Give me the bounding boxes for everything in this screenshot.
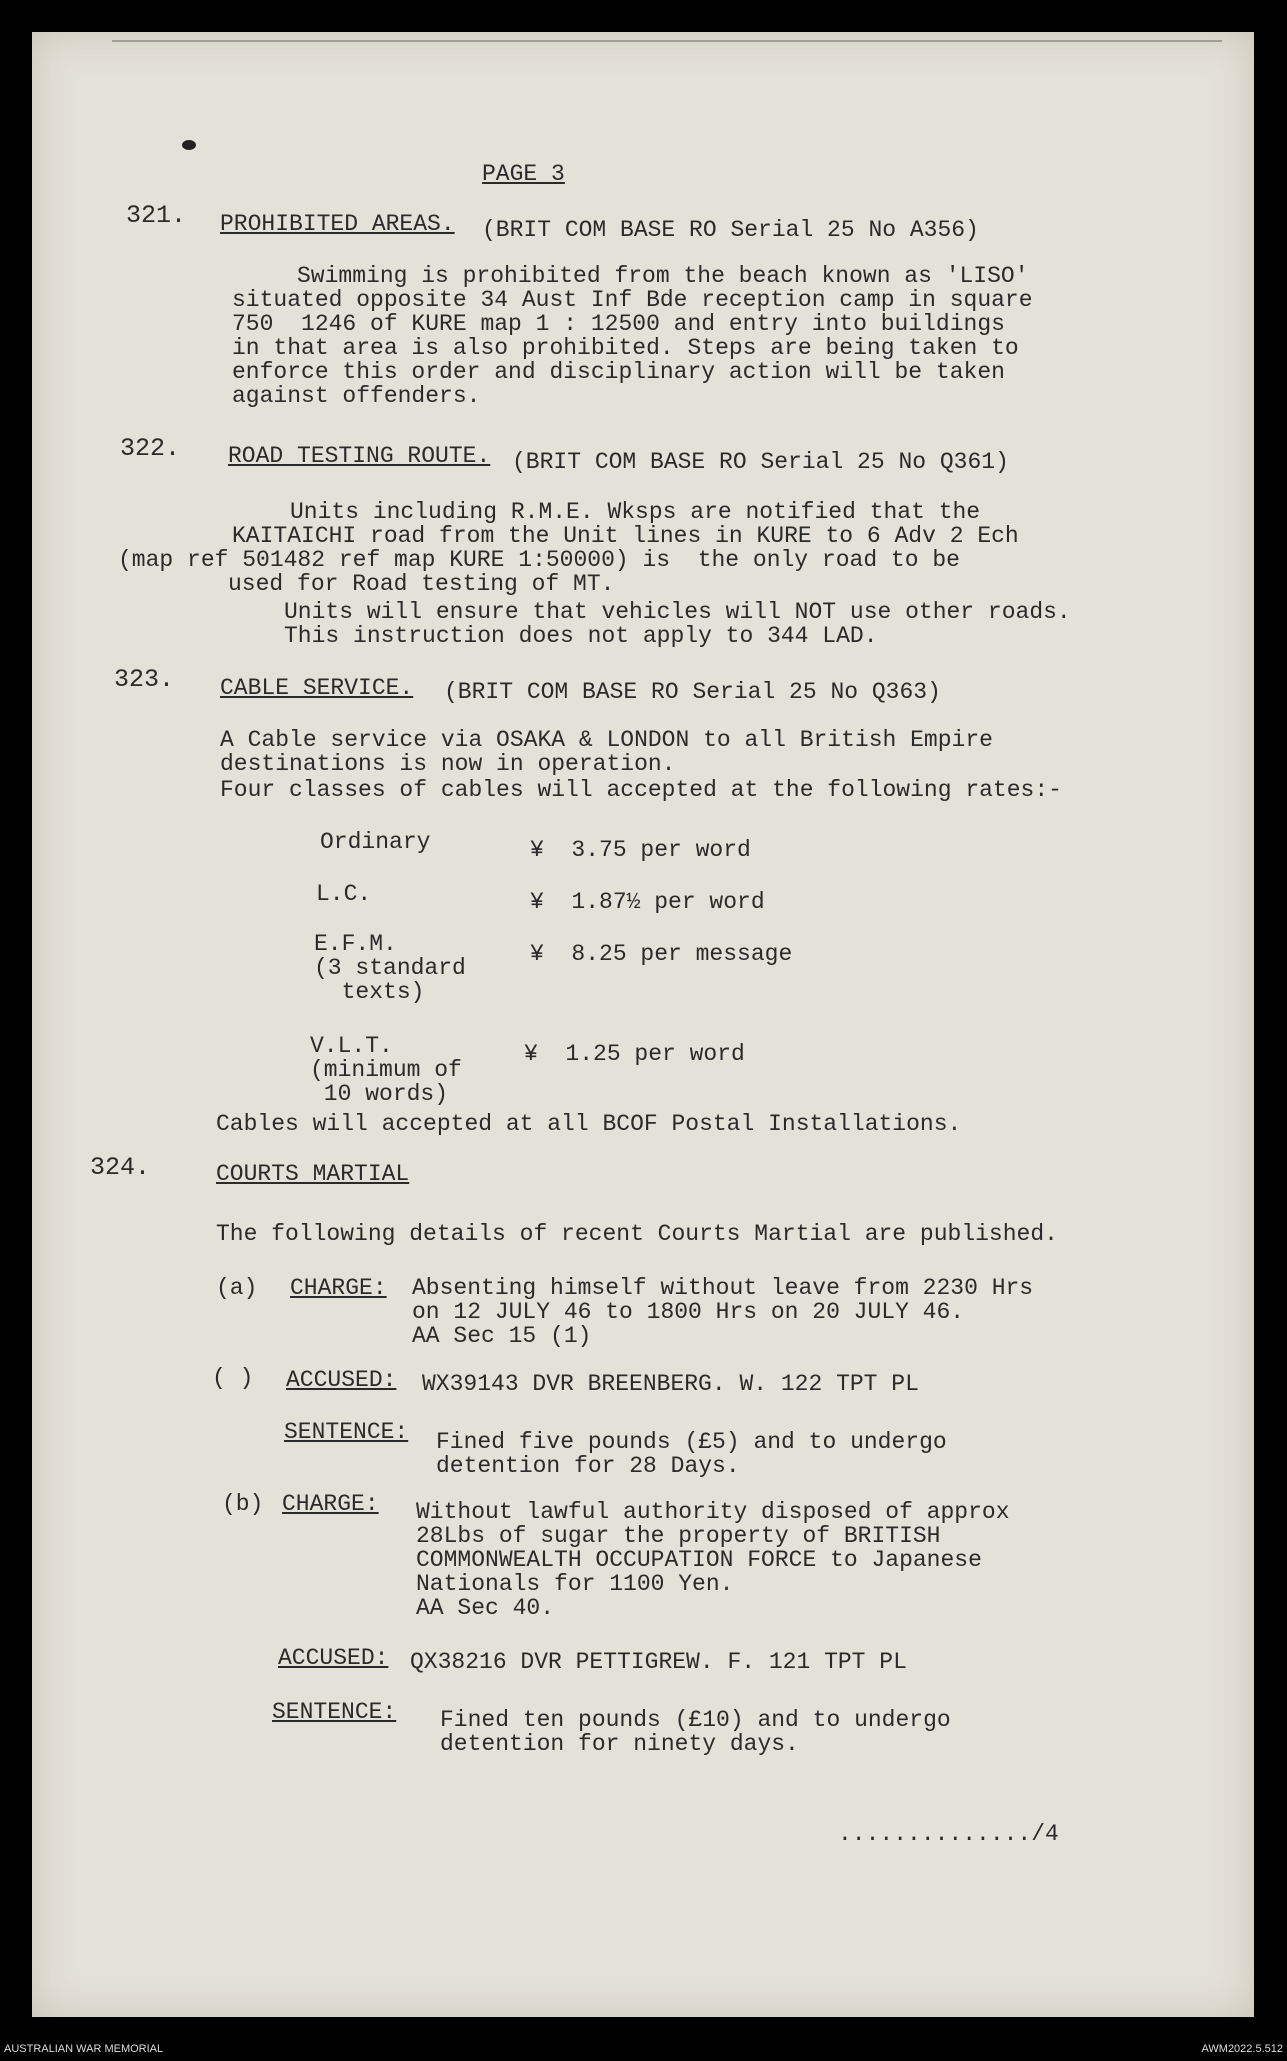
case-b-label: (b) (222, 1491, 264, 1517)
section-body-322-line6: This instruction does not apply to 344 LAD. (284, 623, 878, 649)
case-a-sentence: Fined five pounds (£5) and to undergo detention for 28 Days. (436, 1429, 947, 1479)
section-closing-323: Cables will accepted at all BCOF Postal Installations. (216, 1111, 962, 1137)
footer-credit: AUSTRALIAN WAR MEMORIAL (4, 2043, 164, 2055)
rate-class-vlt: V.L.T. (310, 1033, 393, 1059)
section-number-324: 324. (90, 1153, 151, 1182)
section-body-322-line2: KAITAICHI road from the Unit lines in KURE to 6 Adv 2 Ech (232, 523, 1019, 549)
section-intro-324: The following details of recent Courts Martial are published. (216, 1221, 1058, 1247)
case-a-label: (a) (216, 1275, 258, 1301)
section-intro-323-line2: destinations is now in operation. (220, 751, 676, 777)
footer-catalog-number: AWM2022.5.512 (1201, 2043, 1283, 2055)
section-body-321-line2: situated opposite 34 Aust Inf Bde reception camp in square (232, 287, 1033, 313)
case-b-sentence: Fined ten pounds (£10) and to undergo detention for ninety days. (440, 1707, 951, 1757)
rate-class-efm: E.F.M. (314, 931, 397, 957)
section-body-322-line1: Units including R.M.E. Wksps are notified that the (290, 499, 981, 525)
case-b-sentence-label: SENTENCE: (272, 1699, 397, 1725)
section-ref-323: (BRIT COM BASE RO Serial 25 No Q363) (444, 679, 941, 705)
section-body-321-line5: enforce this order and disciplinary action will be taken (232, 359, 1005, 385)
section-intro-323-line1: A Cable service via OSAKA & LONDON to all British Empire (220, 727, 993, 753)
section-heading-323: CABLE SERVICE. (220, 675, 414, 701)
section-heading-324: COURTS MARTIAL (216, 1161, 410, 1187)
section-heading-321: PROHIBITED AREAS. (220, 211, 455, 237)
case-a-charge: Absenting himself without leave from 2230 Hrs on 12 JULY 46 to 1800 Hrs on 20 JULY 46. AA Sec 15 (1) (412, 1275, 1034, 1349)
case-a-accused-label: ACCUSED: (286, 1367, 397, 1393)
section-number-323: 323. (114, 665, 175, 694)
section-body-322-line4: used for Road testing of MT. (228, 571, 615, 597)
section-ref-321: (BRIT COM BASE RO Serial 25 No A356) (482, 217, 979, 243)
section-intro-323-line3: Four classes of cables will accepted at the following rates:- (220, 777, 1062, 803)
section-body-321-line6: against offenders. (232, 383, 481, 409)
rate-class-lc: L.C. (316, 881, 372, 907)
case-a-accused-prefix: ( ) (212, 1365, 254, 1391)
case-b-charge: Without lawful authority disposed of approx 28Lbs of sugar the property of BRITISH COMMONWEALTH OCCUPATION FORCE to Japanese Nationals for 1100 Yen. AA Sec 40. (416, 1499, 1010, 1621)
section-body-322-line5: Units will ensure that vehicles will NOT use other roads. (284, 599, 1071, 625)
rate-value-ordinary: ¥ 3.75 per word (530, 837, 751, 863)
rate-class-ordinary: Ordinary (320, 829, 431, 855)
document-page (32, 32, 1254, 2017)
rate-note-vlt: (minimum of 10 words) (310, 1057, 462, 1107)
case-b-charge-label: CHARGE: (282, 1491, 379, 1517)
case-b-accused-label: ACCUSED: (278, 1645, 389, 1671)
ink-blot (182, 140, 196, 150)
section-body-322-line3: (map ref 501482 ref map KURE 1:50000) is the only road to be (118, 547, 960, 573)
rate-value-efm: ¥ 8.25 per message (530, 941, 793, 967)
case-a-charge-label: CHARGE: (290, 1275, 387, 1301)
rate-note-efm: (3 standard texts) (314, 955, 466, 1005)
section-number-322: 322. (120, 434, 181, 463)
case-a-sentence-label: SENTENCE: (284, 1419, 409, 1445)
case-b-accused: QX38216 DVR PETTIGREW. F. 121 TPT PL (410, 1649, 907, 1675)
section-body-321-line1: Swimming is prohibited from the beach known as 'LISO' (297, 263, 1029, 289)
section-body-321-line4: in that area is also prohibited. Steps are being taken to (232, 335, 1019, 361)
rate-value-lc: ¥ 1.87½ per word (530, 889, 765, 915)
section-number-321: 321. (126, 201, 187, 230)
section-ref-322: (BRIT COM BASE RO Serial 25 No Q361) (512, 449, 1009, 475)
section-body-321-line3: 750 1246 of KURE map 1 : 12500 and entry into buildings (232, 311, 1005, 337)
section-heading-322: ROAD TESTING ROUTE. (228, 443, 491, 469)
top-rule (112, 40, 1222, 42)
page-header: PAGE 3 (482, 161, 565, 187)
rate-value-vlt: ¥ 1.25 per word (524, 1041, 745, 1067)
case-a-accused: WX39143 DVR BREENBERG. W. 122 TPT PL (422, 1371, 919, 1397)
continuation-marker: ............../4 (838, 1821, 1059, 1847)
